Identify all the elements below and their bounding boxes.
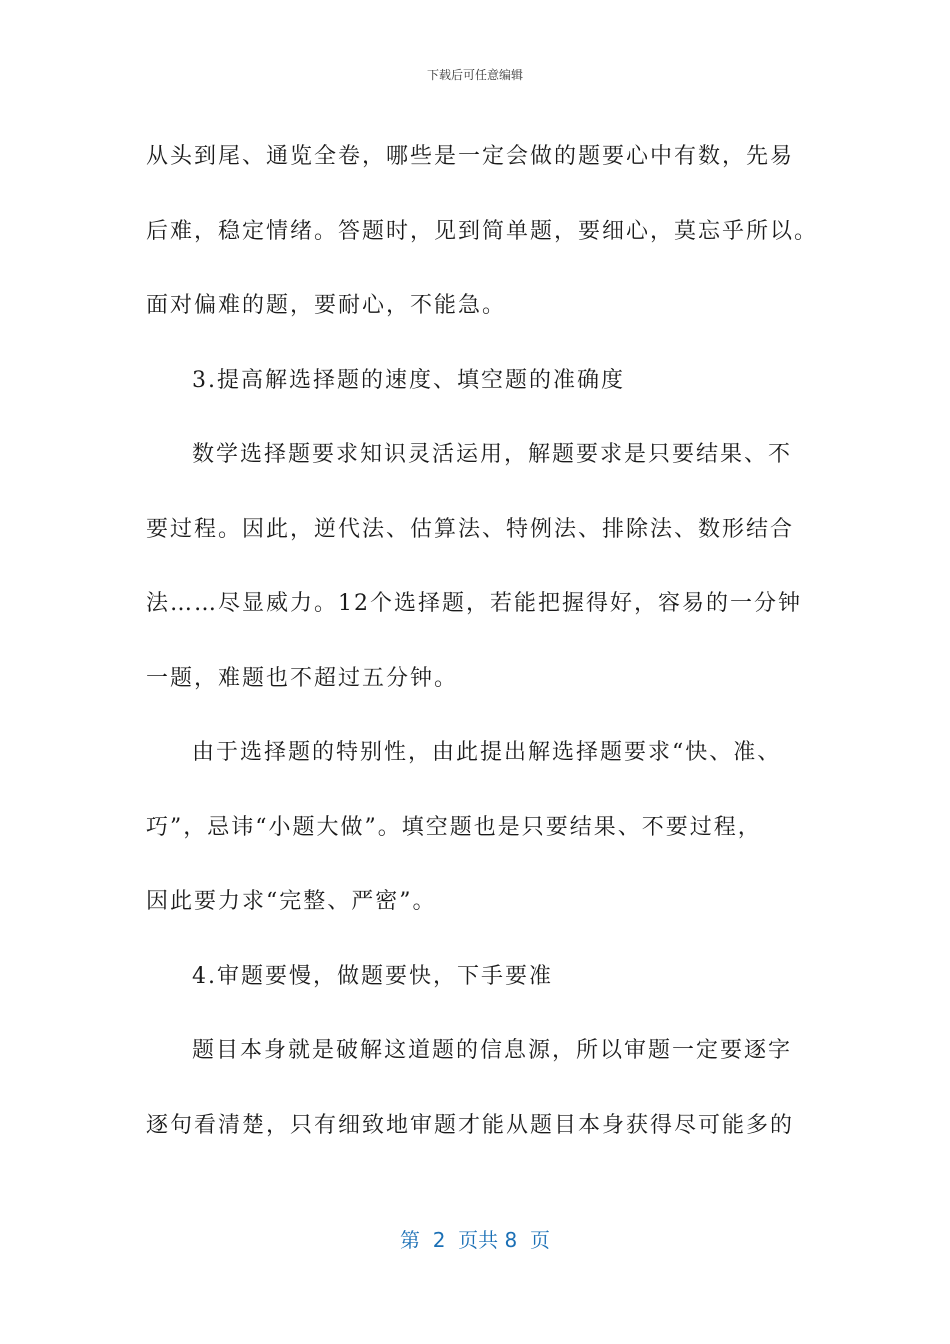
paragraph-line: 因此要力求“完整、严密”。 xyxy=(146,889,437,914)
document-body xyxy=(146,120,819,1163)
paragraph-line: 逐句看清楚，只有细致地审题才能从题目本身获得尽可能多的 xyxy=(146,1112,795,1138)
paragraph-line: 要过程。因此，逆代法、估算法、特例法、排除法、数形结合 xyxy=(146,516,795,542)
paragraph-line: 题目本身就是破解这道题的信息源，所以审题一定要逐字 xyxy=(192,1038,793,1063)
paragraph-line: 一题，难题也不超过五分钟。 xyxy=(146,665,459,691)
section-heading: 4.审题要慢，做题要快，下手要准 xyxy=(192,963,553,989)
paragraph-line: 由于选择题的特别性，由此提出解选择题要求“快、准、 xyxy=(192,740,782,765)
section-heading: 3.提高解选择题的速度、填空题的准确度 xyxy=(192,367,625,393)
page-number: 第 2 页共 8 页 xyxy=(400,1228,550,1252)
paragraph-line: 数学选择题要求知识灵活运用，解题要求是只要结果、不 xyxy=(192,442,793,467)
paragraph-line: 法……尽显威力。12个选择题，若能把握得好，容易的一分钟 xyxy=(146,591,802,616)
paragraph-line: 后难，稳定情绪。答题时，见到简单题，要细心，莫忘乎所以。 xyxy=(146,218,819,244)
paragraph-line: 面对偏难的题，要耐心，不能急。 xyxy=(146,293,507,318)
paragraph-line: 巧”，忌讳“小题大做”。填空题也是只要结果、不要过程， xyxy=(146,814,762,840)
paragraph-line: 从头到尾、通览全卷，哪些是一定会做的题要心中有数，先易 xyxy=(146,144,795,169)
header-note: 下载后可任意编辑 xyxy=(426,68,523,82)
